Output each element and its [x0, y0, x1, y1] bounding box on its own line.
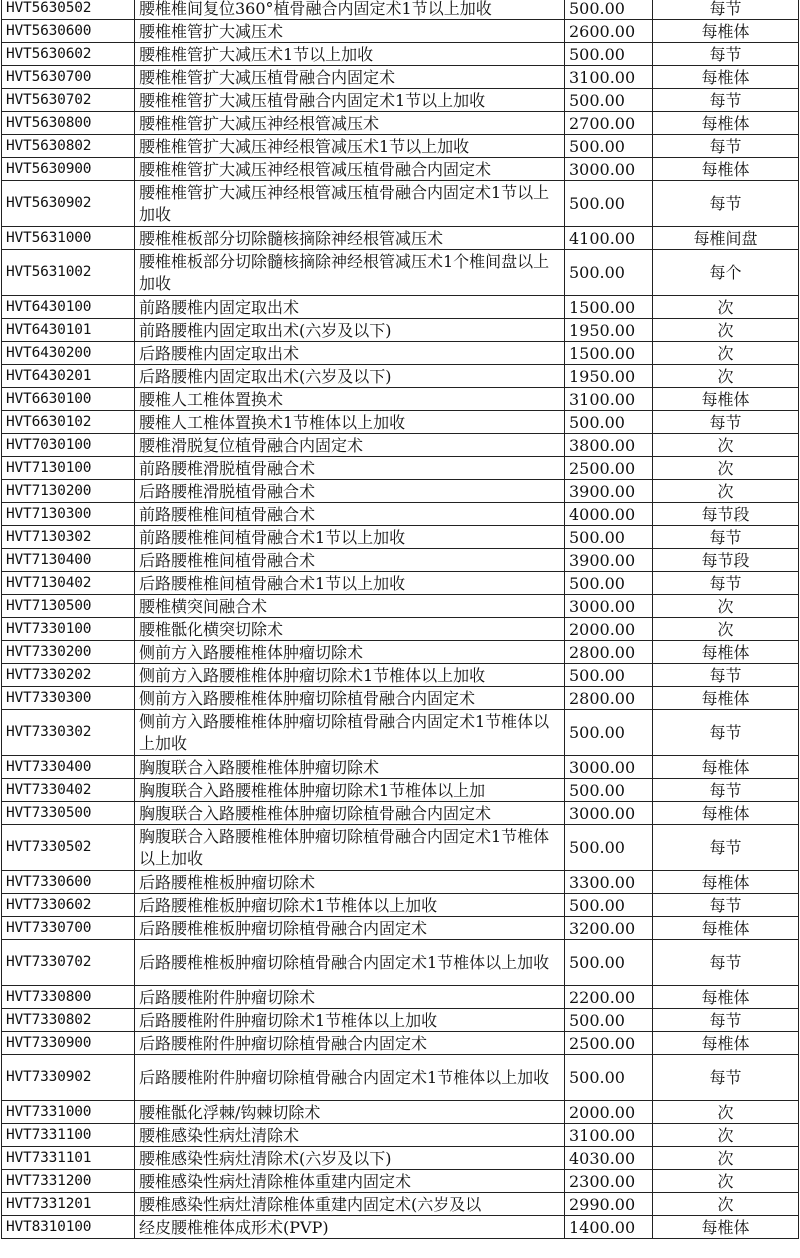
- item-code-cell: HVT7330302: [2, 710, 135, 756]
- item-code-cell: HVT7330500: [2, 802, 135, 825]
- price-cell: 3000.00: [565, 756, 653, 779]
- table-row: [2, 342, 799, 365]
- unit-cell: 次: [653, 342, 799, 365]
- item-code-cell: HVT7331000: [2, 1101, 135, 1124]
- price-cell: 500.00: [565, 0, 653, 20]
- item-name-cell: 腰椎椎管扩大减压术: [135, 20, 565, 43]
- unit-cell: 每节: [653, 411, 799, 434]
- price-cell: 1950.00: [565, 319, 653, 342]
- unit-cell: 每节: [653, 940, 799, 986]
- item-name-cell: 腰椎人工椎体置换术: [135, 388, 565, 411]
- unit-cell: 次: [653, 457, 799, 480]
- item-code-cell: HVT7330400: [2, 756, 135, 779]
- unit-cell: 每节: [653, 526, 799, 549]
- table-row: [2, 940, 799, 986]
- unit-cell: 次: [653, 365, 799, 388]
- table-row: [2, 1170, 799, 1193]
- unit-cell: 每椎体: [653, 687, 799, 710]
- unit-cell: 次: [653, 1124, 799, 1147]
- table-row: [2, 135, 799, 158]
- item-code-cell: HVT5630800: [2, 112, 135, 135]
- item-name-cell: 侧前方入路腰椎椎体肿瘤切除植骨融合内固定术1节椎体以上加收: [135, 710, 565, 756]
- price-cell: 500.00: [565, 664, 653, 687]
- price-cell: 500.00: [565, 1055, 653, 1101]
- unit-cell: 每椎体: [653, 20, 799, 43]
- unit-cell: 每椎体: [653, 802, 799, 825]
- item-code-cell: HVT5631002: [2, 250, 135, 296]
- price-cell: 2000.00: [565, 618, 653, 641]
- unit-cell: 次: [653, 319, 799, 342]
- unit-cell: 每节: [653, 89, 799, 112]
- table-row: [2, 664, 799, 687]
- table-row: [2, 43, 799, 66]
- unit-cell: 每节: [653, 572, 799, 595]
- price-cell: 500.00: [565, 43, 653, 66]
- item-name-cell: 后路腰椎内固定取出术: [135, 342, 565, 365]
- item-name-cell: 后路腰椎椎间植骨融合术1节以上加收: [135, 572, 565, 595]
- price-cell: 500.00: [565, 411, 653, 434]
- item-name-cell: 后路腰椎附件肿瘤切除植骨融合内固定术: [135, 1032, 565, 1055]
- item-code-cell: HVT7330202: [2, 664, 135, 687]
- item-code-cell: HVT5630900: [2, 158, 135, 181]
- table-row: [2, 756, 799, 779]
- price-cell: 3900.00: [565, 480, 653, 503]
- table-row: [2, 227, 799, 250]
- price-cell: 3800.00: [565, 434, 653, 457]
- price-cell: 500.00: [565, 894, 653, 917]
- item-code-cell: HVT5631000: [2, 227, 135, 250]
- table-row: [2, 388, 799, 411]
- unit-cell: 每椎体: [653, 641, 799, 664]
- price-cell: 4030.00: [565, 1147, 653, 1170]
- item-name-cell: 腰椎椎板部分切除髓核摘除神经根管减压术1个椎间盘以上加收: [135, 250, 565, 296]
- unit-cell: 每椎体: [653, 112, 799, 135]
- unit-cell: 每节: [653, 1009, 799, 1032]
- unit-cell: 每节: [653, 0, 799, 20]
- item-name-cell: 腰椎椎管扩大减压神经根管减压术: [135, 112, 565, 135]
- price-cell: 2800.00: [565, 687, 653, 710]
- table-row: [2, 710, 799, 756]
- price-cell: 3900.00: [565, 549, 653, 572]
- table-row: [2, 480, 799, 503]
- unit-cell: 次: [653, 595, 799, 618]
- table-row: [2, 20, 799, 43]
- table-row: [2, 434, 799, 457]
- unit-cell: 每节: [653, 894, 799, 917]
- unit-cell: 次: [653, 1101, 799, 1124]
- table-row: [2, 802, 799, 825]
- price-cell: 500.00: [565, 1009, 653, 1032]
- item-code-cell: HVT6430200: [2, 342, 135, 365]
- item-name-cell: 腰椎椎管扩大减压神经根管减压术1节以上加收: [135, 135, 565, 158]
- item-code-cell: HVT7330200: [2, 641, 135, 664]
- price-cell: 2300.00: [565, 1170, 653, 1193]
- item-name-cell: 腰椎椎管扩大减压术1节以上加收: [135, 43, 565, 66]
- item-name-cell: 后路腰椎椎板肿瘤切除术1节椎体以上加收: [135, 894, 565, 917]
- price-cell: 500.00: [565, 940, 653, 986]
- item-name-cell: 后路腰椎椎板肿瘤切除术: [135, 871, 565, 894]
- table-row: [2, 526, 799, 549]
- price-cell: 4000.00: [565, 503, 653, 526]
- table-row: [2, 1009, 799, 1032]
- item-name-cell: 胸腹联合入路腰椎椎体肿瘤切除植骨融合内固定术1节椎体以上加收: [135, 825, 565, 871]
- unit-cell: 每椎体: [653, 388, 799, 411]
- price-cell: 3300.00: [565, 871, 653, 894]
- item-code-cell: HVT7331101: [2, 1147, 135, 1170]
- price-cell: 1950.00: [565, 365, 653, 388]
- price-cell: 500.00: [565, 526, 653, 549]
- table-row: [2, 296, 799, 319]
- price-cell: 3200.00: [565, 917, 653, 940]
- item-name-cell: 腰椎感染性病灶清除术: [135, 1124, 565, 1147]
- table-row: [2, 411, 799, 434]
- table-row: [2, 1147, 799, 1170]
- item-name-cell: 胸腹联合入路腰椎椎体肿瘤切除术1节椎体以上加: [135, 779, 565, 802]
- price-cell: 2990.00: [565, 1193, 653, 1216]
- price-cell: 500.00: [565, 250, 653, 296]
- item-code-cell: HVT7331201: [2, 1193, 135, 1216]
- item-name-cell: 腰椎感染性病灶清除椎体重建内固定术(六岁及以: [135, 1193, 565, 1216]
- unit-cell: 次: [653, 618, 799, 641]
- item-code-cell: HVT7330900: [2, 1032, 135, 1055]
- unit-cell: 每节段: [653, 549, 799, 572]
- item-code-cell: HVT6430101: [2, 319, 135, 342]
- unit-cell: 每节: [653, 135, 799, 158]
- table-row: [2, 549, 799, 572]
- item-code-cell: HVT7330802: [2, 1009, 135, 1032]
- price-cell: 500.00: [565, 825, 653, 871]
- item-code-cell: HVT7130300: [2, 503, 135, 526]
- unit-cell: 次: [653, 1193, 799, 1216]
- table-row: [2, 572, 799, 595]
- item-name-cell: 腰椎骶化浮棘/钩棘切除术: [135, 1101, 565, 1124]
- unit-cell: 每节段: [653, 503, 799, 526]
- item-name-cell: 侧前方入路腰椎椎体肿瘤切除术: [135, 641, 565, 664]
- unit-cell: 次: [653, 480, 799, 503]
- unit-cell: 次: [653, 1170, 799, 1193]
- item-name-cell: 前路腰椎内固定取出术(六岁及以下): [135, 319, 565, 342]
- item-code-cell: HVT6630102: [2, 411, 135, 434]
- item-code-cell: HVT6430201: [2, 365, 135, 388]
- price-cell: 2700.00: [565, 112, 653, 135]
- table-row: [2, 894, 799, 917]
- table-row: [2, 457, 799, 480]
- price-cell: 500.00: [565, 181, 653, 227]
- unit-cell: 每个: [653, 250, 799, 296]
- item-name-cell: 后路腰椎附件肿瘤切除术: [135, 986, 565, 1009]
- table-row: [2, 1216, 799, 1239]
- table-row: [2, 503, 799, 526]
- item-name-cell: 后路腰椎附件肿瘤切除植骨融合内固定术1节椎体以上加收: [135, 1055, 565, 1101]
- price-cell: 500.00: [565, 135, 653, 158]
- unit-cell: 每椎体: [653, 1032, 799, 1055]
- price-cell: 500.00: [565, 89, 653, 112]
- item-code-cell: HVT5630600: [2, 20, 135, 43]
- item-code-cell: HVT6430100: [2, 296, 135, 319]
- table-row: [2, 779, 799, 802]
- item-code-cell: HVT5630902: [2, 181, 135, 227]
- item-code-cell: HVT7130100: [2, 457, 135, 480]
- unit-cell: 每节: [653, 1055, 799, 1101]
- item-name-cell: 后路腰椎附件肿瘤切除术1节椎体以上加收: [135, 1009, 565, 1032]
- table-row: [2, 365, 799, 388]
- item-name-cell: 腰椎骶化横突切除术: [135, 618, 565, 641]
- unit-cell: 每椎体: [653, 917, 799, 940]
- price-cell: 2800.00: [565, 641, 653, 664]
- item-name-cell: 侧前方入路腰椎椎体肿瘤切除术1节椎体以上加收: [135, 664, 565, 687]
- table-row: [2, 825, 799, 871]
- item-name-cell: 腰椎横突间融合术: [135, 595, 565, 618]
- item-name-cell: 腰椎感染性病灶清除术(六岁及以下): [135, 1147, 565, 1170]
- price-cell: 500.00: [565, 572, 653, 595]
- price-cell: 1400.00: [565, 1216, 653, 1239]
- item-code-cell: HVT5630700: [2, 66, 135, 89]
- item-code-cell: HVT7331100: [2, 1124, 135, 1147]
- item-name-cell: 腰椎椎间复位360°植骨融合内固定术1节以上加收: [135, 0, 565, 20]
- table-row: [2, 1055, 799, 1101]
- item-code-cell: HVT7330702: [2, 940, 135, 986]
- item-code-cell: HVT7130400: [2, 549, 135, 572]
- table-row: [2, 1124, 799, 1147]
- item-code-cell: HVT5630502: [2, 0, 135, 20]
- item-code-cell: HVT7330502: [2, 825, 135, 871]
- item-name-cell: 腰椎椎管扩大减压植骨融合内固定术: [135, 66, 565, 89]
- unit-cell: 每椎间盘: [653, 227, 799, 250]
- item-code-cell: HVT7330600: [2, 871, 135, 894]
- price-cell: 3000.00: [565, 802, 653, 825]
- price-cell: 500.00: [565, 710, 653, 756]
- unit-cell: 次: [653, 296, 799, 319]
- item-code-cell: HVT7330300: [2, 687, 135, 710]
- unit-cell: 每节: [653, 710, 799, 756]
- item-name-cell: 后路腰椎滑脱植骨融合术: [135, 480, 565, 503]
- unit-cell: 每椎体: [653, 158, 799, 181]
- table-row: [2, 0, 799, 20]
- item-name-cell: 腰椎椎管扩大减压神经根管减压植骨融合内固定术: [135, 158, 565, 181]
- price-cell: 3100.00: [565, 66, 653, 89]
- price-cell: 3100.00: [565, 388, 653, 411]
- item-name-cell: 前路腰椎内固定取出术: [135, 296, 565, 319]
- unit-cell: 次: [653, 1147, 799, 1170]
- price-cell: 4100.00: [565, 227, 653, 250]
- unit-cell: 每椎体: [653, 1216, 799, 1239]
- item-code-cell: HVT7130402: [2, 572, 135, 595]
- item-code-cell: HVT7130500: [2, 595, 135, 618]
- item-code-cell: HVT5630702: [2, 89, 135, 112]
- item-code-cell: HVT7030100: [2, 434, 135, 457]
- item-code-cell: HVT7330100: [2, 618, 135, 641]
- price-cell: 500.00: [565, 779, 653, 802]
- unit-cell: 每节: [653, 181, 799, 227]
- price-cell: 2000.00: [565, 1101, 653, 1124]
- item-name-cell: 前路腰椎椎间植骨融合术: [135, 503, 565, 526]
- fee-table-body: [2, 0, 799, 1239]
- unit-cell: 每节: [653, 664, 799, 687]
- item-code-cell: HVT5630802: [2, 135, 135, 158]
- item-name-cell: 后路腰椎椎间植骨融合术: [135, 549, 565, 572]
- table-row: [2, 641, 799, 664]
- table-row: [2, 1032, 799, 1055]
- item-name-cell: 前路腰椎椎间植骨融合术1节以上加收: [135, 526, 565, 549]
- item-name-cell: 腰椎滑脱复位植骨融合内固定术: [135, 434, 565, 457]
- unit-cell: 每节: [653, 779, 799, 802]
- item-name-cell: 胸腹联合入路腰椎椎体肿瘤切除术: [135, 756, 565, 779]
- price-cell: 1500.00: [565, 296, 653, 319]
- item-code-cell: HVT7331200: [2, 1170, 135, 1193]
- fee-table: [1, 0, 799, 1239]
- item-name-cell: 腰椎椎管扩大减压植骨融合内固定术1节以上加收: [135, 89, 565, 112]
- item-code-cell: HVT6630100: [2, 388, 135, 411]
- item-name-cell: 腰椎人工椎体置换术1节椎体以上加收: [135, 411, 565, 434]
- table-row: [2, 687, 799, 710]
- unit-cell: 每椎体: [653, 871, 799, 894]
- item-code-cell: HVT5630602: [2, 43, 135, 66]
- table-row: [2, 1101, 799, 1124]
- price-cell: 1500.00: [565, 342, 653, 365]
- price-cell: 2200.00: [565, 986, 653, 1009]
- table-row: [2, 66, 799, 89]
- table-row: [2, 319, 799, 342]
- price-cell: 2600.00: [565, 20, 653, 43]
- price-cell: 2500.00: [565, 457, 653, 480]
- unit-cell: 每椎体: [653, 986, 799, 1009]
- table-row: [2, 112, 799, 135]
- item-code-cell: HVT7330800: [2, 986, 135, 1009]
- item-code-cell: HVT7330402: [2, 779, 135, 802]
- item-name-cell: 腰椎椎管扩大减压神经根管减压植骨融合内固定术1节以上加收: [135, 181, 565, 227]
- table-row: [2, 618, 799, 641]
- item-code-cell: HVT7330700: [2, 917, 135, 940]
- item-name-cell: 侧前方入路腰椎椎体肿瘤切除植骨融合内固定术: [135, 687, 565, 710]
- table-row: [2, 89, 799, 112]
- table-row: [2, 917, 799, 940]
- item-name-cell: 前路腰椎滑脱植骨融合术: [135, 457, 565, 480]
- unit-cell: 每椎体: [653, 66, 799, 89]
- item-code-cell: HVT7130302: [2, 526, 135, 549]
- price-cell: 3100.00: [565, 1124, 653, 1147]
- item-code-cell: HVT7130200: [2, 480, 135, 503]
- item-name-cell: 腰椎感染性病灶清除椎体重建内固定术: [135, 1170, 565, 1193]
- table-row: [2, 595, 799, 618]
- price-cell: 3000.00: [565, 158, 653, 181]
- table-row: [2, 181, 799, 227]
- unit-cell: 每节: [653, 825, 799, 871]
- table-row: [2, 871, 799, 894]
- item-code-cell: HVT8310100: [2, 1216, 135, 1239]
- item-code-cell: HVT7330602: [2, 894, 135, 917]
- unit-cell: 每节: [653, 43, 799, 66]
- item-name-cell: 后路腰椎椎板肿瘤切除植骨融合内固定术: [135, 917, 565, 940]
- table-row: [2, 158, 799, 181]
- table-row: [2, 250, 799, 296]
- unit-cell: 每椎体: [653, 756, 799, 779]
- item-name-cell: 胸腹联合入路腰椎椎体肿瘤切除植骨融合内固定术: [135, 802, 565, 825]
- table-row: [2, 1193, 799, 1216]
- item-name-cell: 经皮腰椎椎体成形术(PVP): [135, 1216, 565, 1239]
- price-cell: 3000.00: [565, 595, 653, 618]
- price-cell: 2500.00: [565, 1032, 653, 1055]
- item-name-cell: 后路腰椎椎板肿瘤切除植骨融合内固定术1节椎体以上加收: [135, 940, 565, 986]
- item-code-cell: HVT7330902: [2, 1055, 135, 1101]
- unit-cell: 次: [653, 434, 799, 457]
- item-name-cell: 后路腰椎内固定取出术(六岁及以下): [135, 365, 565, 388]
- item-name-cell: 腰椎椎板部分切除髓核摘除神经根管减压术: [135, 227, 565, 250]
- table-row: [2, 986, 799, 1009]
